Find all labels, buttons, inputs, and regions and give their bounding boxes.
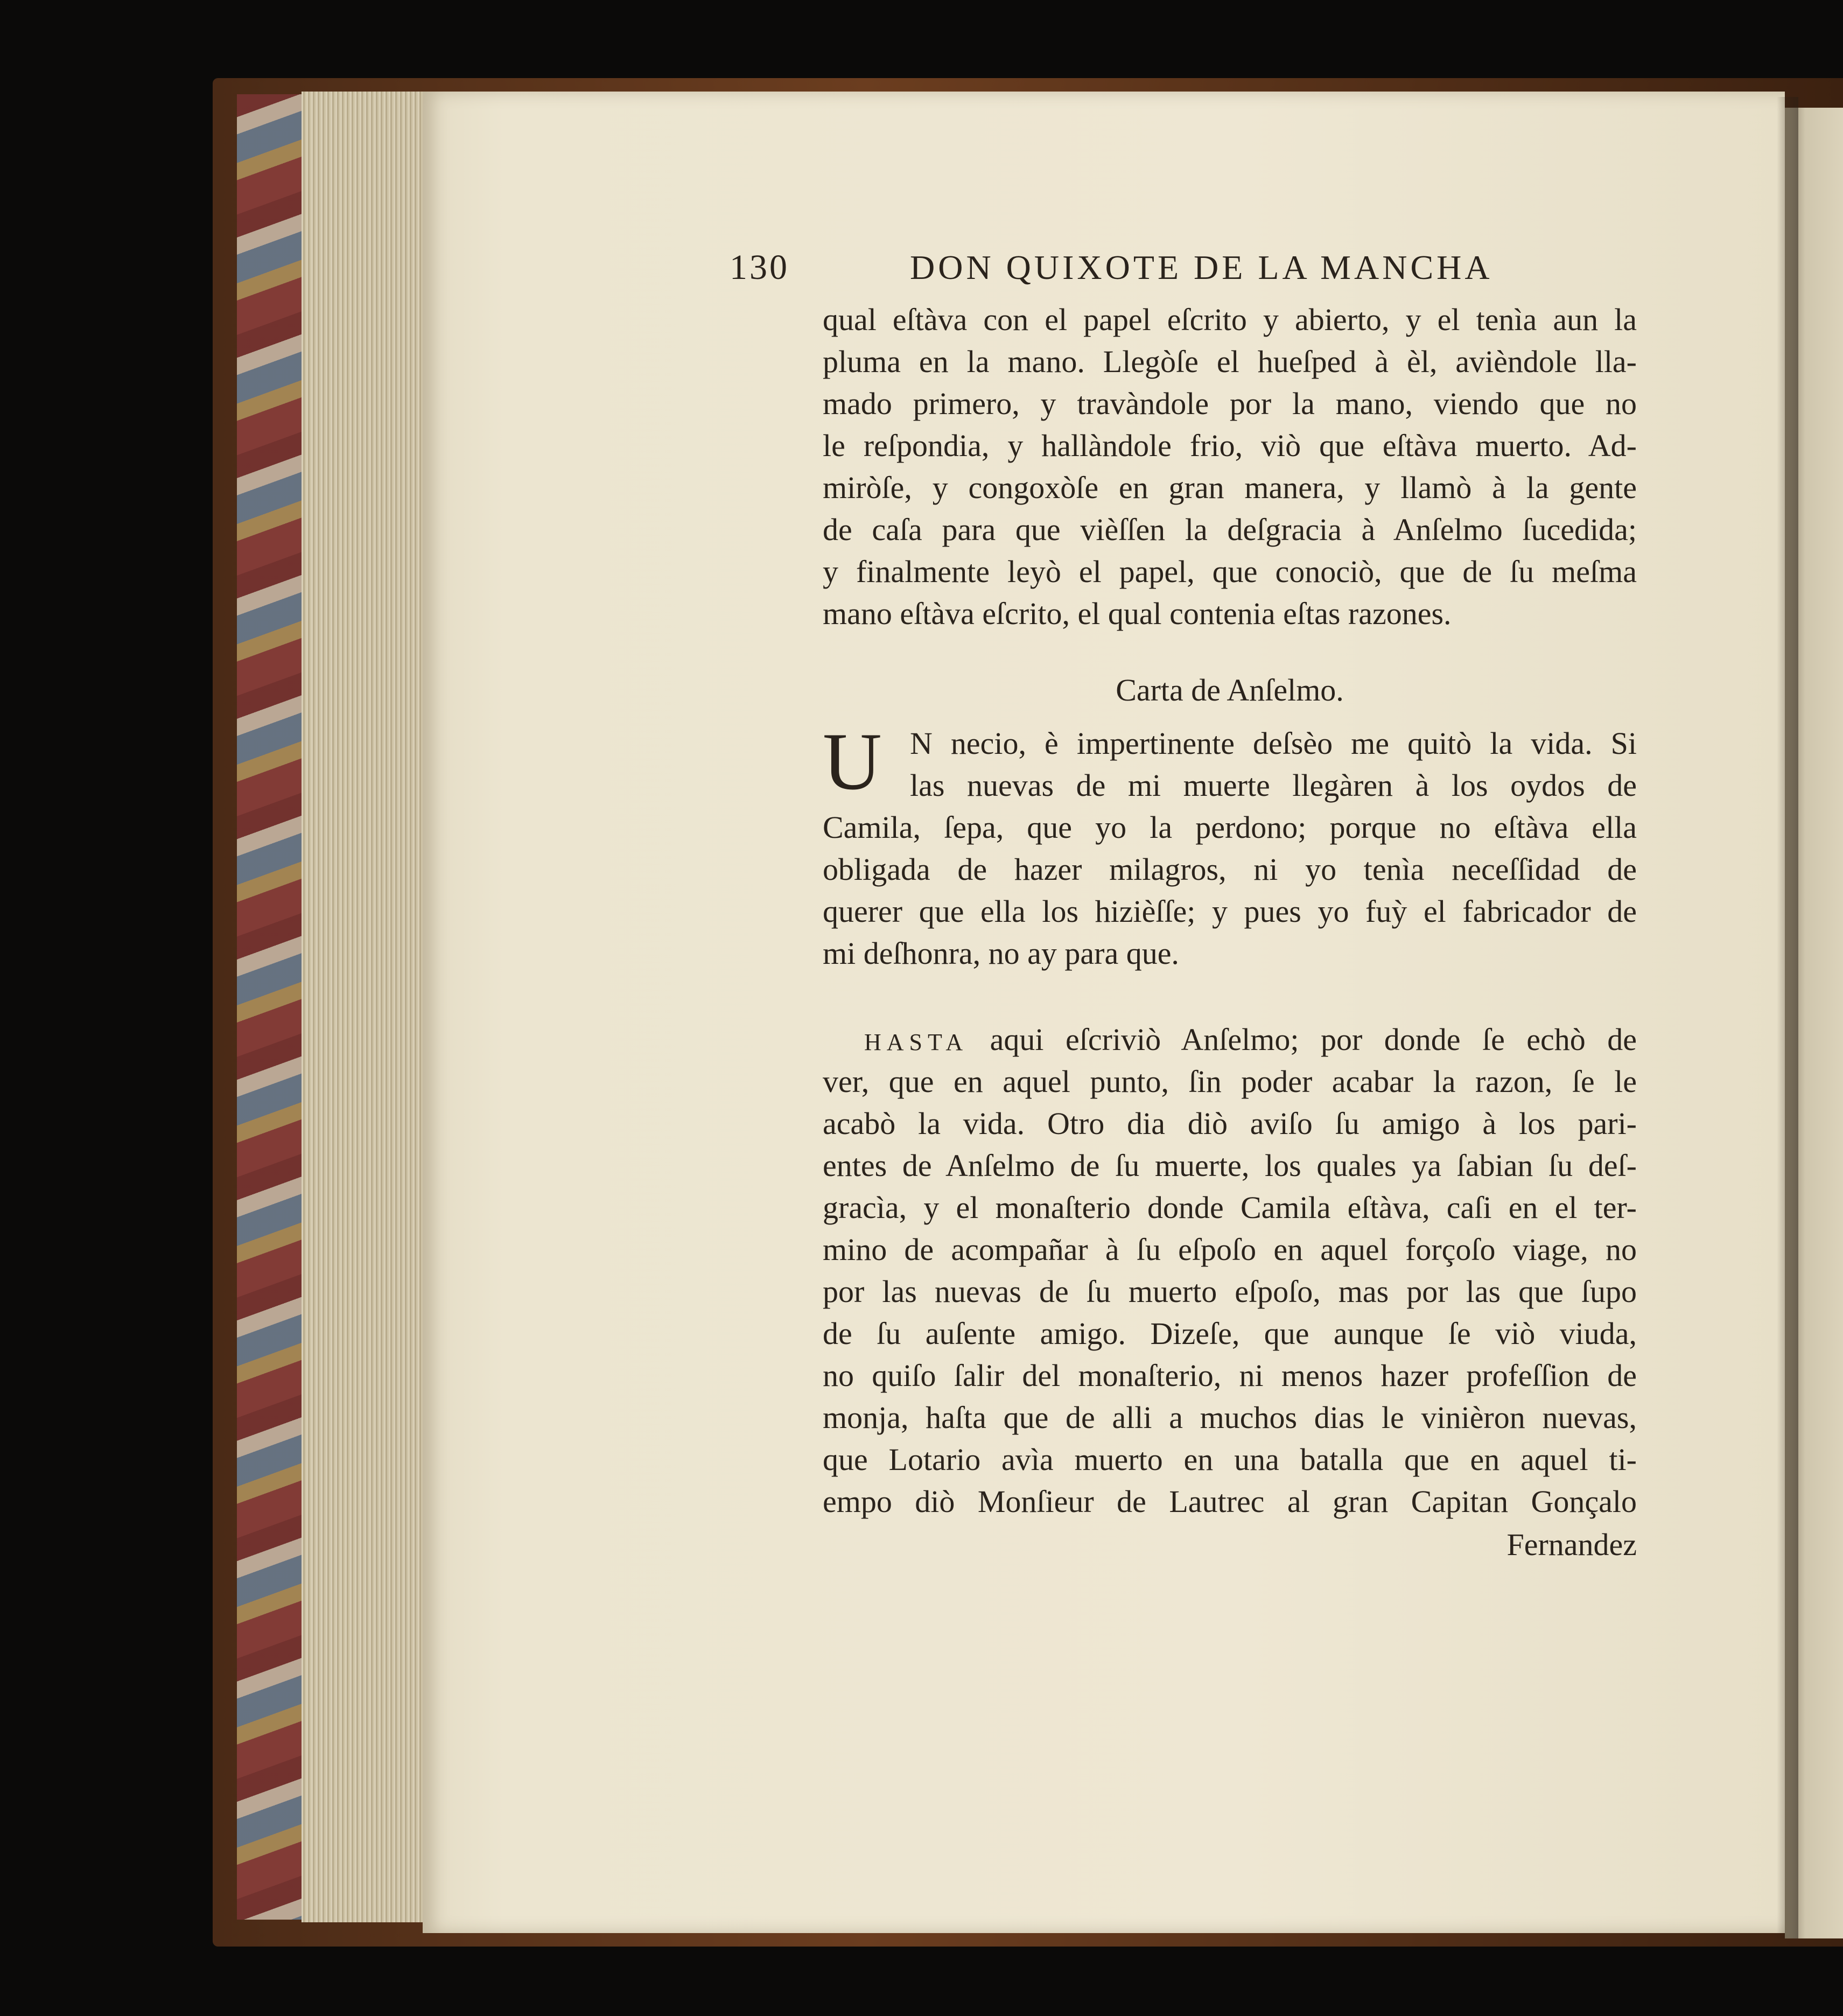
text-line: miròſe, y congoxòſe en gran manera, y llamò à la gente	[823, 470, 1637, 505]
text-run: aqui eſcriviò Anſelmo; por donde ſe echò de	[968, 1022, 1637, 1057]
text-line: que Lotario avìa muerto en una batalla que en aquel ti-	[823, 1442, 1637, 1477]
page-edges	[302, 92, 425, 1922]
text-line: mano eſtàva eſcrito, el qual contenia eſtas razones.	[823, 596, 1452, 631]
text-line: mi deſhonra, no ay para que.	[823, 936, 1179, 971]
text-line: gracìa, y el monaſterio donde Camila eſtàva, caſi en el ter-	[823, 1190, 1637, 1225]
catchword: Fernandez	[1506, 1527, 1637, 1562]
text-line: no quiſo ſalir del monaſterio, ni menos hazer profeſſion de	[823, 1358, 1637, 1393]
text-line: mado primero, y travàndole por la mano, viendo que no	[823, 386, 1637, 421]
text-line: qual eſtàva con el papel eſcrito y abierto, y el tenìa aun la	[823, 302, 1637, 337]
text-line: acabò la vida. Otro dia diò aviſo ſu amigo à los pari-	[823, 1106, 1637, 1141]
text-line: mino de acompañar à ſu eſpoſo en aquel forçoſo viage, no	[823, 1232, 1637, 1267]
small-caps-lead: HASTA	[864, 1029, 969, 1055]
page-number: 130	[730, 248, 789, 287]
paragraph-opening-line	[864, 1019, 1637, 1063]
text-line: pluma en la mano. Llegòſe el hueſped à èl, avièndole lla-	[823, 344, 1637, 379]
drop-cap: U	[823, 716, 882, 807]
text-line: Camila, ſepa, que yo la perdono; porque no eſtàva ella	[823, 810, 1637, 845]
text-line: por las nuevas de ſu muerto eſpoſo, mas por las que ſupo	[823, 1274, 1637, 1309]
text-line: y finalmente leyò el papel, que conociò, que de ſu meſma	[823, 554, 1637, 589]
text-line: entes de Anſelmo de ſu muerte, los quales ya ſabian ſu deſ-	[823, 1148, 1637, 1183]
letter-heading: Carta de Anſelmo.	[1116, 673, 1344, 708]
text-line: monja, haſta que de alli a muchos dias le vinièron nuevas,	[823, 1400, 1637, 1435]
text-line: querer que ella los hizièſſe; y pues yo fuỳ el fabricador de	[823, 894, 1637, 929]
text-line: de caſa para que vièſſen la deſgracia à Anſelmo ſucedida;	[823, 512, 1637, 547]
text-line: de ſu auſente amigo. Dizeſe, que aunque ſe viò viuda,	[823, 1316, 1637, 1351]
text-line: ver, que en aquel punto, ſin poder acabar la razon, ſe le	[823, 1064, 1637, 1099]
running-head: DON QUIXOTE DE LA MANCHA	[910, 248, 1493, 286]
text-line: las nuevas de mi muerte llegàren à los oydos de	[910, 768, 1637, 803]
gutter-shadow	[1777, 97, 1798, 1938]
text-line: empo diò Monſieur de Lautrec al gran Capitan Gonçalo	[823, 1484, 1637, 1519]
marbled-endpaper	[237, 94, 304, 1920]
text-line: le reſpondia, y hallàndole frio, viò que eſtàva muerto. Ad-	[823, 428, 1637, 463]
text-line: N necio, è impertinente deſsèo me quitò la vida. Si	[910, 726, 1637, 761]
text-line: obligada de hazer milagros, ni yo tenìa neceſſidad de	[823, 852, 1637, 887]
